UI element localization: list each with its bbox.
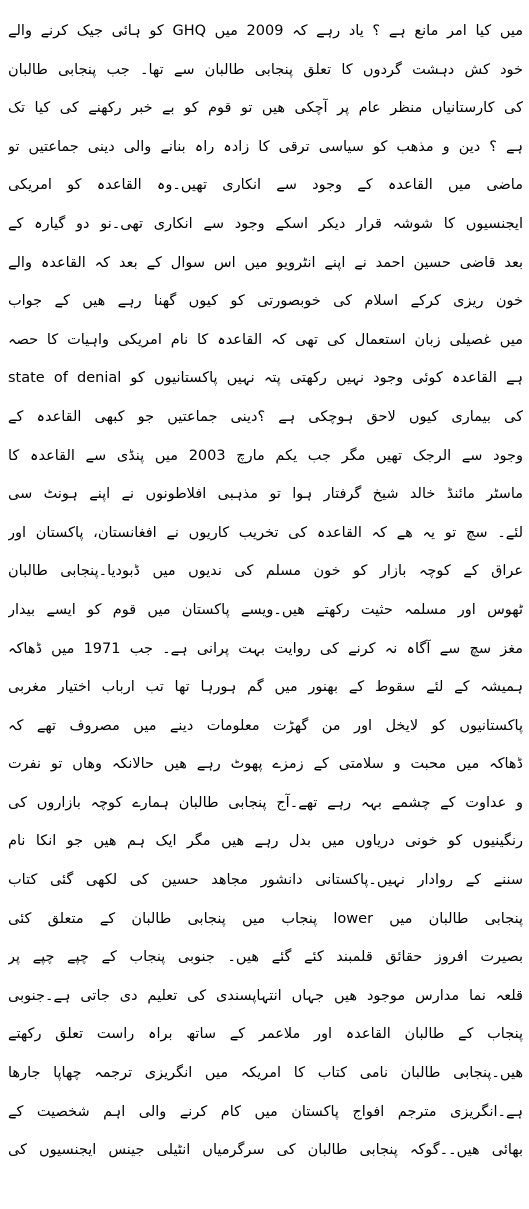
- text-line: پاکستانیوں کو لایخل اور من گھڑت معلومات دینے میں مصروف تھے کہ: [8, 717, 523, 734]
- text-line: عراق کے کوچہ بازار کو خون مسلم کی ندیوں میں ڈبودیا۔پنجابی طالبان: [8, 563, 523, 580]
- text-line: ہے۔انگریزی مترجم افواج پاکستان میں کام کرنے والی اہم شخصیت کے: [8, 1103, 523, 1120]
- text-line: کی بیماری کیوں لاحق ہوچکی ہے ؟دینی جماعتیں جو کبھی القاعدہ کے: [8, 408, 523, 425]
- text-line: پنجابی طالبان میں lower پنجاب میں پنجابی طالبان کے متعلق کئی: [8, 910, 523, 927]
- text-line: و عداوت کے چشمے بہہ رہے تھے۔آج پنجابی طالبان ہمارے کوچہ بازاروں کی: [8, 794, 523, 811]
- text-line: وجود سے الرجک تھیں مگر جب یکم مارچ 2003 میں پنڈی سے القاعدہ کا: [8, 447, 523, 464]
- text-line: خون ریزی کرکے اسلام کی خوبصورتی کو کیوں گھنا رہے ھیں کے جواب: [8, 293, 523, 310]
- text-line: لئے۔ سچ تو یہ ھے کہ القاعدہ کی تخریب کاریوں نے افغانستان، پاکستان اور: [8, 524, 523, 541]
- text-line: کی کارستانیاں منظر عام پر آچکی ھیں تو قوم کو بے خبر رکھنے کی کیا تک: [8, 100, 523, 117]
- urdu-article-text: [8, 12, 523, 1170]
- text-line: ہمیشہ کے لئے سقوط کے بھنور میں گم ہورہا تھا تب ارباب اختیار مغربی: [8, 679, 523, 696]
- text-line: ڈھاکہ میں محبت و سلامتی کے زمزے پھوٹ رہے ھیں حالانکہ وھاں تو نفرت: [8, 756, 523, 773]
- text-line: سننے کے روادار نہیں۔پاکستانی دانشور مجاھد حسین کی لکھی گئی کتاب: [8, 872, 523, 889]
- text-line: ہے ؟ دین و مذھب کو سیاسی ترقی کا زادہ راہ بنانے والی دینی جماعتیں تو: [8, 138, 523, 155]
- text-line: میں غصیلی زبان استعمال کی تھی کہ القاعدہ کا نام امریکی واہیات کا حصہ: [8, 331, 523, 348]
- text-line: میں کیا امر مانع ہے ؟ یاد رہے کہ 2009 میں GHQ کو ہائی جیک کرنے والے: [8, 23, 523, 39]
- text-line: ھیں۔پنجابی طالبان نامی کتاب کا امریکہ میں انگریزی ترجمہ چھاپا جارھا: [8, 1065, 523, 1082]
- text-line: بھائی ھیں۔۔گوکہ پنجابی طالبان کی سرگرمیاں انٹیلی جینس ایجنسیوں کی: [8, 1142, 523, 1159]
- text-line: رنگینیوں کو خونی دریاوں میں بدل رہے ھیں مگر ایک ہم ھیں جو انکا نام: [8, 833, 523, 850]
- text-line: پنجاب کے طالبان القاعدہ اور ملاعمر کے ساتھ براہ راست تعلق رکھتے: [8, 1026, 523, 1043]
- text-line: قلعہ نما مدارس موجود ھیں جہاں انتہاپسندی کی تعلیم دی جاتی ہے۔جنوبی: [8, 987, 523, 1004]
- text-line: ہے القاعدہ کوئی وجود نہیں رکھتی پتہ نہیں پاکستانیوں کو state of denial: [8, 370, 523, 387]
- text-line: ماضی میں القاعدہ کے وجود سے انکاری تھیں۔وہ القاعدہ کو امریکی: [8, 177, 523, 194]
- text-line: خود کش دہشت گردوں کا تعلق پنجابی طالبان سے تھا۔ جب پنجابی طالبان: [8, 61, 523, 78]
- text-line: ٹھوس اور مسلمہ حثیت رکھتے ھیں۔ویسے پاکستان میں قوم کو ایسے بیدار: [8, 601, 523, 618]
- text-line: ماسٹر مائنڈ خالد شیخ گرفتار ہوا تو مذہبی افلاطونوں نے اپنے ہونٹ سی: [8, 486, 523, 503]
- text-line: مغز سچ سے آگاہ نہ کرنے کی روایت بہت پرانی ہے۔ جب 1971 میں ڈھاکہ: [8, 640, 523, 657]
- text-line: ایجنسیوں کا شوشہ قرار دیکر اسکے وجود سے انکاری تھی۔نو دو گیارہ کے: [8, 215, 523, 232]
- text-line: بصیرت افروز حقائق قلمبند کئے گئے ھیں۔ جنوبی پنجاب کے چپے چپے پر: [8, 949, 523, 966]
- text-line: بعد قاضی حسین احمد نے اپنے انٹرویو میں اس سوال کے بعد کہ القاعدہ والے: [8, 254, 523, 271]
